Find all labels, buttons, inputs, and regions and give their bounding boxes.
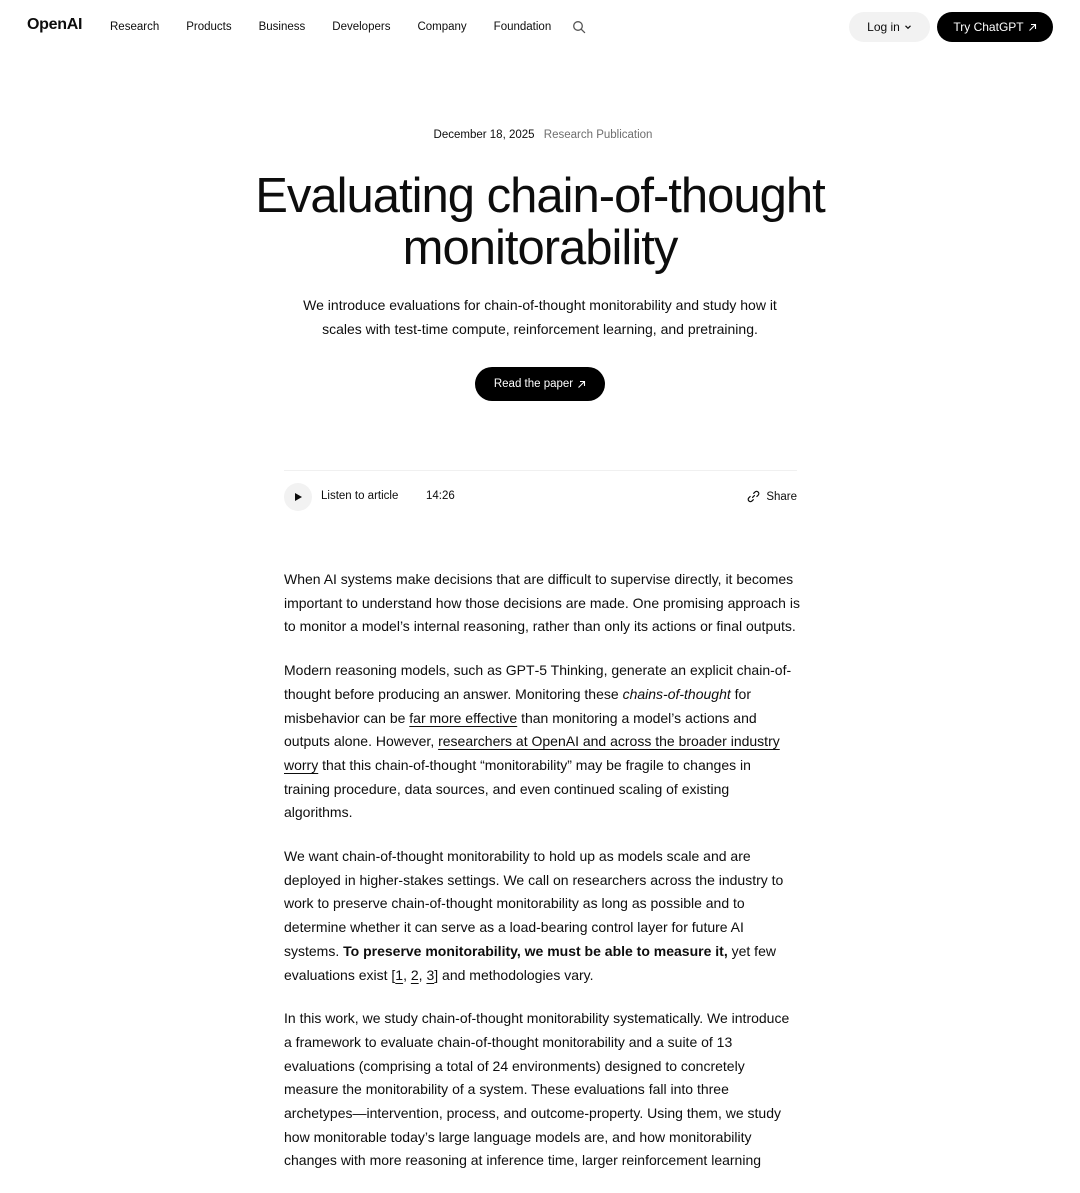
link-researchers-worry[interactable]: researchers at OpenAI and across the broader industry worry	[284, 733, 780, 773]
share-label: Share	[766, 490, 797, 503]
link-far-more-effective[interactable]: far more effective	[409, 709, 518, 726]
openai-logo[interactable]: OpenAI	[27, 16, 83, 33]
text: Modern reasoning models, such as GPT‑5 Thinking, generate an explicit chain-of-thought before producing an answer. Monitoring these	[284, 662, 792, 702]
audio-duration: 14:26	[426, 490, 455, 502]
read-paper-button[interactable]	[475, 367, 605, 401]
chevron-down-icon	[904, 23, 912, 31]
top-nav	[0, 0, 1080, 54]
listen-label[interactable]: Listen to article	[321, 490, 399, 502]
text: ,	[403, 966, 411, 983]
nav-link-business[interactable]: Business	[258, 21, 306, 33]
read-paper-label: Read the paper	[493, 378, 574, 390]
page-title: Evaluating chain-of-thought monitorability	[255, 169, 825, 275]
nav-link-products[interactable]: Products	[186, 21, 232, 33]
reference-link-3[interactable]: 3	[426, 966, 435, 983]
tag-research[interactable]: Research	[543, 129, 593, 141]
search-icon[interactable]	[572, 20, 586, 34]
link-icon	[747, 490, 760, 503]
nav-link-foundation[interactable]: Foundation	[493, 21, 552, 33]
arrow-up-right-icon	[577, 380, 586, 389]
tag-publication[interactable]: Publication	[596, 129, 653, 141]
login-label: Log in	[867, 20, 900, 34]
text: ,	[418, 966, 427, 983]
login-button[interactable]	[849, 12, 930, 42]
play-button[interactable]	[284, 483, 312, 511]
nav-link-developers[interactable]: Developers	[332, 21, 391, 33]
paragraph-2	[284, 659, 800, 825]
text: ] and methodologies vary.	[434, 966, 594, 983]
nav-links	[110, 20, 578, 34]
paragraph-1: When AI systems make decisions that are difficult to supervise directly, it becomes important to understand how those decisions are made. One promising approach is to monitor a model’s internal reasoning, rather than only its actions or final outputs.	[284, 571, 800, 635]
nav-link-company[interactable]: Company	[417, 21, 467, 33]
reference-link-1[interactable]: 1	[395, 966, 404, 983]
paragraph-3	[284, 845, 800, 987]
publish-date: December 18, 2025	[433, 129, 535, 141]
text: We want chain-of-thought monitorability to hold up as models scale and are deployed in higher-stakes settings. We call on researchers across the industry to work to preserve chain-of-thought monitorability as long as possible and to determine whether it can serve as a load-bearing control layer for future AI systems.	[284, 848, 784, 959]
arrow-up-right-icon	[1028, 23, 1037, 32]
paragraph-4: In this work, we study chain-of-thought monitorability systematically. We introduce a framework to evaluate chain-of-thought monitorability and a suite of 13 evaluations (comprising a total of 24 environments) designed to concretely measure the monitorability of a system. These evaluations fall into three archetypes—intervention, process, and outcome-property. Using them, we study how monitorable today’s large language models are, and how monitorability changes with more reasoning at inference time, larger reinforcement learning	[284, 1010, 790, 1169]
article-meta	[0, 129, 1080, 141]
try-chatgpt-label: Try ChatGPT	[953, 20, 1024, 34]
text: that this chain-of-thought “monitorability” may be fragile to changes in training procedure, data sources, and even continued scaling of existing algorithms.	[284, 756, 751, 821]
share-button[interactable]	[747, 490, 797, 503]
bold-text: To preserve monitorability, we must be able to measure it,	[343, 942, 728, 959]
reference-link-2[interactable]: 2	[410, 966, 419, 983]
audio-player	[284, 482, 797, 512]
play-icon	[293, 492, 303, 502]
divider	[284, 470, 797, 471]
text: yet few evaluations exist [	[284, 942, 776, 983]
nav-link-research[interactable]: Research	[110, 21, 160, 33]
text: than monitoring a model’s actions and outputs alone. However,	[284, 709, 757, 750]
text: for misbehavior can be	[284, 685, 751, 726]
emphasis: chains-of-thought	[622, 685, 731, 702]
page-subtitle: We introduce evaluations for chain-of-thought monitorability and study how it scales with test-time compute, reinforcement learning, and pretraining.	[303, 297, 777, 337]
try-chatgpt-button[interactable]	[937, 12, 1053, 42]
article-body	[284, 568, 800, 1193]
